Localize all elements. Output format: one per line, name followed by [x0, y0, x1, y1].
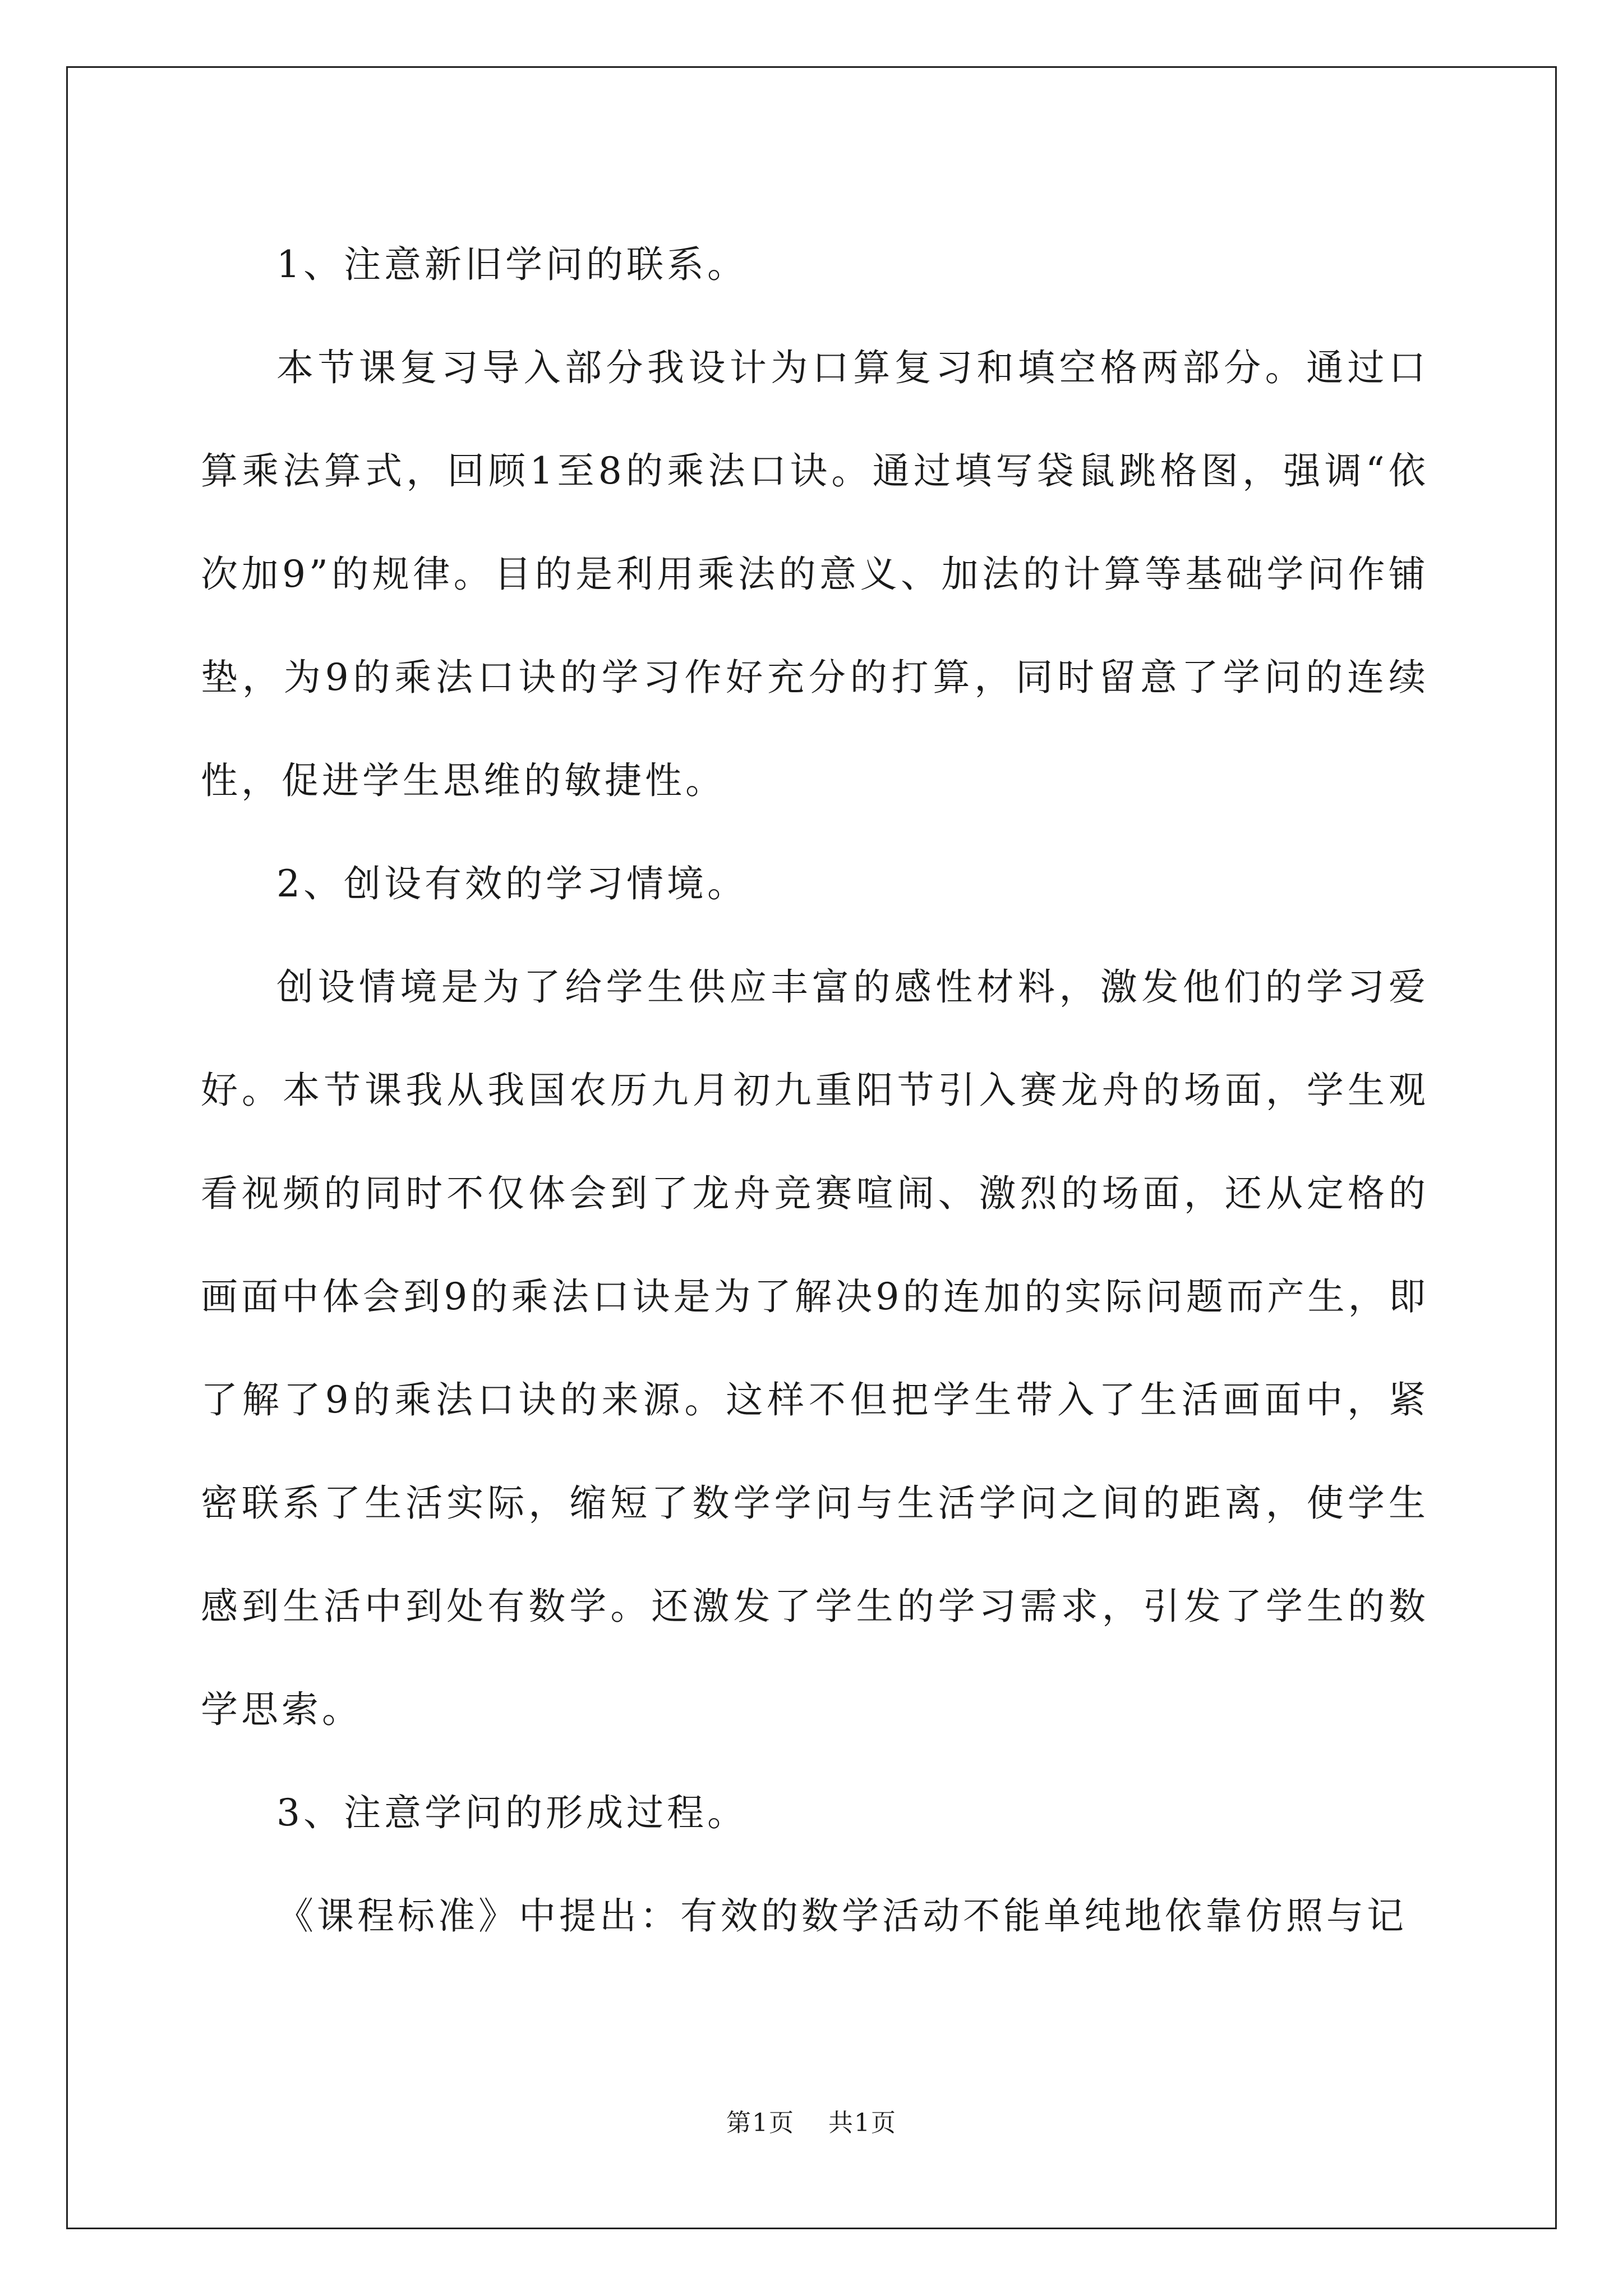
- page-footer: [0, 2106, 1623, 2140]
- document-body: [201, 213, 1429, 1968]
- paragraph-curriculum-standard: 《课程标准》中提出：有效的数学活动不能单纯地依靠仿照与记: [276, 1894, 1407, 1938]
- paragraph-heading-3: 3、注意学问的形成过程。: [276, 1791, 748, 1834]
- paragraph-heading-1: 1、注意新旧学问的联系。: [276, 243, 748, 286]
- page-total: 共1页: [828, 2109, 897, 2137]
- page-number: 第1页: [726, 2109, 795, 2137]
- paragraph-situation: 创设情境是为了给学生供应丰富的感性材料，激发他们的学习爱好。本节课我从我国农历九月初九重阳节引入赛龙舟的场面，学生观看视频的同时不仅体会到了龙舟竞赛喧闹、激烈的场面，还从定格的画面中体会到9的乘法口诀是为了解决9的连加的实际问题而产生，即了解了9的乘法口诀的来源。这样不但把学生带入了生活画面中，紧密联系了生活实际，缩短了数学学问与生活学问之间的距离，使学生感到生活中到处有数学。还激发了学生的学习需求，引发了学生的数学思索。: [201, 965, 1429, 1731]
- paragraph-review-intro: 本节课复习导入部分我设计为口算复习和填空格两部分。通过口算乘法算式，回顾1至8的乘法口诀。通过填写袋鼠跳格图，强调“依次加9”的规律。目的是利用乘法的意义、加法的计算等基础学问作铺垫，为9的乘法口诀的学习作好充分的打算，同时留意了学问的连续性，促进学生思维的敏捷性。: [201, 346, 1429, 802]
- paragraph-heading-2: 2、创设有效的学习情境。: [276, 862, 748, 905]
